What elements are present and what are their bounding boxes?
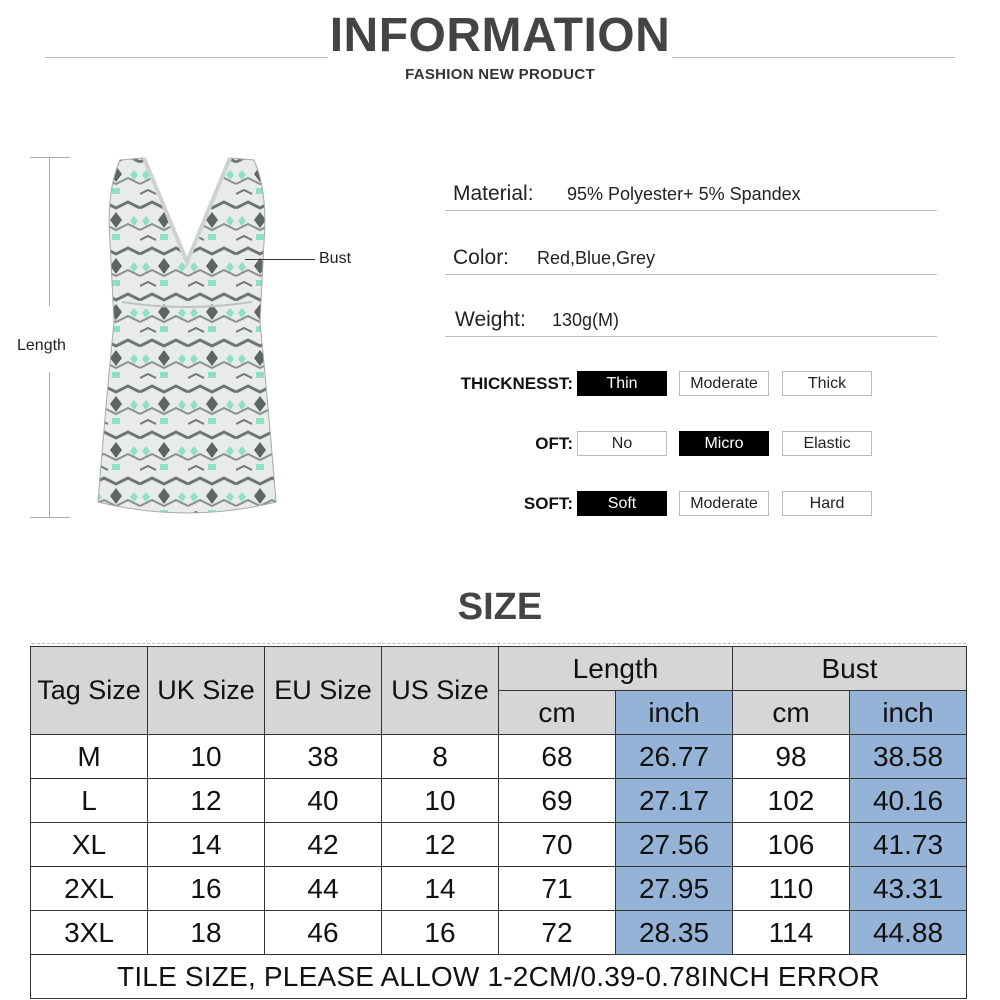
size-divider bbox=[32, 643, 966, 644]
thickness-thin-option: Thin bbox=[577, 371, 667, 396]
header-tag-size: Tag Size bbox=[31, 647, 148, 735]
header-length-cm: cm bbox=[499, 691, 616, 735]
tank-top-image bbox=[92, 152, 282, 522]
cell-us: 16 bbox=[382, 911, 499, 955]
cell-length-cm: 71 bbox=[499, 867, 616, 911]
size-error-note: TILE SIZE, PLEASE ALLOW 1-2CM/0.39-0.78INCH ERROR bbox=[31, 955, 967, 999]
cell-bust-inch: 41.73 bbox=[850, 823, 967, 867]
cell-tag: M bbox=[31, 735, 148, 779]
color-key: Color: bbox=[453, 246, 510, 269]
cell-uk: 12 bbox=[148, 779, 265, 823]
table-row bbox=[31, 911, 967, 955]
length-dimension-bottom-tick bbox=[30, 517, 70, 518]
cell-eu: 42 bbox=[265, 823, 382, 867]
cell-bust-cm: 102 bbox=[733, 779, 850, 823]
softness-moderate-option: Moderate bbox=[679, 491, 769, 516]
weight-value: 130g(M) bbox=[552, 310, 620, 330]
bust-label: Bust bbox=[319, 250, 352, 267]
cell-bust-cm: 98 bbox=[733, 735, 850, 779]
cell-length-inch: 26.77 bbox=[616, 735, 733, 779]
material-key: Material: bbox=[453, 182, 534, 205]
page-subtitle: FASHION NEW PRODUCT bbox=[405, 66, 595, 83]
cell-bust-cm: 114 bbox=[733, 911, 850, 955]
cell-length-inch: 27.17 bbox=[616, 779, 733, 823]
cell-uk: 14 bbox=[148, 823, 265, 867]
table-row bbox=[31, 735, 967, 779]
thickness-moderate-option: Moderate bbox=[679, 371, 769, 396]
table-row bbox=[31, 867, 967, 911]
cell-bust-inch: 38.58 bbox=[850, 735, 967, 779]
length-dimension-line-bottom bbox=[49, 372, 50, 517]
color-value: Red,Blue,Grey bbox=[537, 248, 656, 268]
header-length-inch: inch bbox=[616, 691, 733, 735]
color-row bbox=[445, 234, 937, 275]
cell-length-cm: 72 bbox=[499, 911, 616, 955]
cell-tag: L bbox=[31, 779, 148, 823]
cell-length-inch: 28.35 bbox=[616, 911, 733, 955]
cell-bust-inch: 44.88 bbox=[850, 911, 967, 955]
page-title: INFORMATION bbox=[329, 9, 671, 62]
cell-eu: 44 bbox=[265, 867, 382, 911]
header-bust-inch: inch bbox=[850, 691, 967, 735]
thickness-label: THICKNESST: bbox=[460, 374, 573, 393]
stretch-label: OFT: bbox=[535, 434, 573, 453]
cell-us: 12 bbox=[382, 823, 499, 867]
bust-pointer-line bbox=[245, 259, 315, 260]
cell-tag: 2XL bbox=[31, 867, 148, 911]
cell-eu: 38 bbox=[265, 735, 382, 779]
length-dimension-line-top bbox=[49, 158, 50, 306]
weight-key: Weight: bbox=[455, 308, 526, 331]
cell-length-cm: 68 bbox=[499, 735, 616, 779]
header-length: Length bbox=[499, 647, 733, 691]
cell-uk: 10 bbox=[148, 735, 265, 779]
cell-tag: XL bbox=[31, 823, 148, 867]
cell-length-inch: 27.95 bbox=[616, 867, 733, 911]
table-row bbox=[31, 823, 967, 867]
header-bust: Bust bbox=[733, 647, 967, 691]
length-label: Length bbox=[17, 337, 66, 354]
cell-bust-inch: 43.31 bbox=[850, 867, 967, 911]
stretch-micro-option: Micro bbox=[679, 431, 769, 456]
cell-eu: 40 bbox=[265, 779, 382, 823]
softness-label: SOFT: bbox=[523, 494, 573, 513]
weight-row bbox=[445, 296, 937, 337]
material-value: 95% Polyester+ 5% Spandex bbox=[567, 184, 801, 204]
cell-bust-cm: 110 bbox=[733, 867, 850, 911]
cell-us: 10 bbox=[382, 779, 499, 823]
cell-eu: 46 bbox=[265, 911, 382, 955]
softness-soft-option: Soft bbox=[577, 491, 667, 516]
header-uk-size: UK Size bbox=[148, 647, 265, 735]
cell-bust-inch: 40.16 bbox=[850, 779, 967, 823]
cell-uk: 18 bbox=[148, 911, 265, 955]
cell-length-cm: 69 bbox=[499, 779, 616, 823]
thickness-thick-option: Thick bbox=[782, 371, 872, 396]
stretch-elastic-option: Elastic bbox=[782, 431, 872, 456]
cell-length-inch: 27.56 bbox=[616, 823, 733, 867]
header-bust-cm: cm bbox=[733, 691, 850, 735]
softness-hard-option: Hard bbox=[782, 491, 872, 516]
cell-us: 8 bbox=[382, 735, 499, 779]
size-title: SIZE bbox=[457, 586, 543, 628]
cell-uk: 16 bbox=[148, 867, 265, 911]
cell-length-cm: 70 bbox=[499, 823, 616, 867]
material-row bbox=[445, 170, 937, 211]
length-dimension-top-tick bbox=[30, 157, 70, 158]
cell-us: 14 bbox=[382, 867, 499, 911]
table-row bbox=[31, 779, 967, 823]
header-eu-size: EU Size bbox=[265, 647, 382, 735]
cell-bust-cm: 106 bbox=[733, 823, 850, 867]
header-us-size: US Size bbox=[382, 647, 499, 735]
stretch-no-option: No bbox=[577, 431, 667, 456]
cell-tag: 3XL bbox=[31, 911, 148, 955]
size-table bbox=[30, 646, 967, 999]
